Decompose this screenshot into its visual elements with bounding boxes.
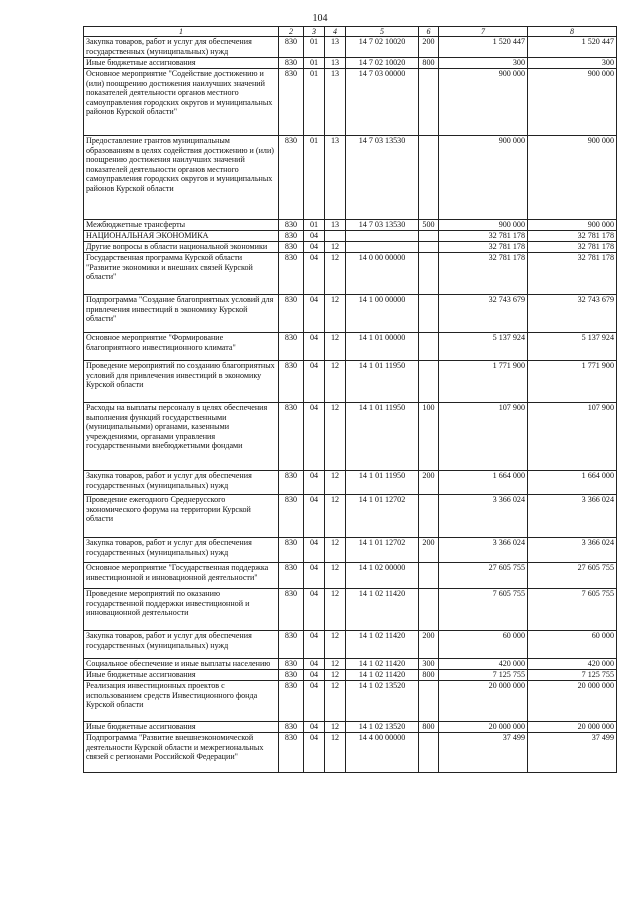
row-name: Закупка товаров, работ и услуг для обеспечения государственных (муниципальных) нужд	[84, 631, 279, 659]
row-section-code: 01	[304, 136, 325, 220]
row-target-article-code: 14 1 02 11420	[346, 589, 419, 631]
row-target-article-code: 14 7 03 13530	[346, 136, 419, 220]
row-target-article-code: 14 1 00 00000	[346, 295, 419, 333]
row-expense-type-code	[419, 495, 439, 538]
row-target-article-code: 14 1 01 11950	[346, 471, 419, 495]
column-number-row	[84, 27, 617, 37]
row-ministry-code: 830	[279, 538, 304, 563]
row-section-code: 04	[304, 361, 325, 403]
row-ministry-code: 830	[279, 37, 304, 58]
column-number: 5	[346, 27, 419, 37]
row-name: Подпрограмма "Развитие внешнеэкономической деятельности Курской области и межрегиональных связей с регионами Российской Федерации"	[84, 733, 279, 773]
row-name: Закупка товаров, работ и услуг для обеспечения государственных (муниципальных) нужд	[84, 37, 279, 58]
table-row	[84, 69, 617, 136]
row-target-article-code: 14 0 00 00000	[346, 253, 419, 295]
row-name: Проведение мероприятий по оказанию государственной поддержки инвестиционной и инновационной деятельности	[84, 589, 279, 631]
row-target-article-code: 14 7 03 13530	[346, 220, 419, 231]
row-target-article-code: 14 1 01 11950	[346, 361, 419, 403]
row-amount-1: 20 000 000	[439, 722, 528, 733]
row-name: Государственная программа Курской области "Развитие экономики и внешних связей Курской области"	[84, 253, 279, 295]
row-amount-1: 32 743 679	[439, 295, 528, 333]
row-expense-type-code: 200	[419, 37, 439, 58]
row-subsection-code: 12	[325, 681, 346, 722]
row-subsection-code: 12	[325, 589, 346, 631]
row-expense-type-code: 200	[419, 471, 439, 495]
row-amount-1: 32 781 178	[439, 253, 528, 295]
row-expense-type-code	[419, 563, 439, 589]
table-row	[84, 471, 617, 495]
row-amount-2: 32 743 679	[528, 295, 617, 333]
row-ministry-code: 830	[279, 136, 304, 220]
row-expense-type-code	[419, 295, 439, 333]
column-number: 2	[279, 27, 304, 37]
row-section-code: 04	[304, 631, 325, 659]
table-row	[84, 538, 617, 563]
row-name: Реализация инвестиционных проектов с использованием средств Инвестиционного фонда Курской области	[84, 681, 279, 722]
table-row	[84, 295, 617, 333]
row-subsection-code: 12	[325, 253, 346, 295]
row-subsection-code: 12	[325, 242, 346, 253]
row-name: Другие вопросы в области национальной экономики	[84, 242, 279, 253]
row-amount-1: 107 900	[439, 403, 528, 471]
row-section-code: 04	[304, 659, 325, 670]
row-target-article-code: 14 4 00 00000	[346, 733, 419, 773]
row-amount-2: 1 771 900	[528, 361, 617, 403]
table-row	[84, 37, 617, 58]
row-target-article-code: 14 1 02 11420	[346, 659, 419, 670]
row-ministry-code: 830	[279, 403, 304, 471]
table-row	[84, 231, 617, 242]
row-section-code: 04	[304, 681, 325, 722]
row-section-code: 04	[304, 538, 325, 563]
row-amount-1: 37 499	[439, 733, 528, 773]
row-subsection-code: 12	[325, 670, 346, 681]
row-amount-2: 3 366 024	[528, 538, 617, 563]
row-amount-2: 7 605 755	[528, 589, 617, 631]
row-expense-type-code: 500	[419, 220, 439, 231]
row-target-article-code: 14 1 01 00000	[346, 333, 419, 361]
row-name: Иные бюджетные ассигнования	[84, 670, 279, 681]
column-number: 1	[84, 27, 279, 37]
row-amount-2: 27 605 755	[528, 563, 617, 589]
column-number: 3	[304, 27, 325, 37]
row-subsection-code: 13	[325, 58, 346, 69]
row-amount-2: 900 000	[528, 69, 617, 136]
table-row	[84, 136, 617, 220]
row-expense-type-code	[419, 681, 439, 722]
row-amount-2: 5 137 924	[528, 333, 617, 361]
row-target-article-code: 14 1 01 12702	[346, 495, 419, 538]
row-section-code: 04	[304, 242, 325, 253]
row-expense-type-code: 200	[419, 538, 439, 563]
table-row	[84, 589, 617, 631]
row-section-code: 04	[304, 563, 325, 589]
row-target-article-code: 14 7 02 10020	[346, 37, 419, 58]
row-expense-type-code: 800	[419, 670, 439, 681]
row-target-article-code: 14 7 02 10020	[346, 58, 419, 69]
row-amount-1: 32 781 178	[439, 231, 528, 242]
row-subsection-code: 12	[325, 361, 346, 403]
row-subsection-code: 13	[325, 136, 346, 220]
row-amount-2: 32 781 178	[528, 231, 617, 242]
row-subsection-code: 12	[325, 659, 346, 670]
row-ministry-code: 830	[279, 589, 304, 631]
row-amount-2: 900 000	[528, 136, 617, 220]
row-ministry-code: 830	[279, 220, 304, 231]
row-amount-2: 900 000	[528, 220, 617, 231]
row-name: Подпрограмма "Создание благоприятных условий для привлечения инвестиций в экономику Курской области"	[84, 295, 279, 333]
row-amount-2: 32 781 178	[528, 253, 617, 295]
table-row	[84, 242, 617, 253]
row-target-article-code: 14 1 02 13520	[346, 681, 419, 722]
row-ministry-code: 830	[279, 361, 304, 403]
row-ministry-code: 830	[279, 670, 304, 681]
row-amount-2: 300	[528, 58, 617, 69]
row-amount-2: 1 520 447	[528, 37, 617, 58]
row-amount-2: 3 366 024	[528, 495, 617, 538]
row-subsection-code: 12	[325, 403, 346, 471]
row-ministry-code: 830	[279, 242, 304, 253]
row-amount-1: 1 664 000	[439, 471, 528, 495]
row-ministry-code: 830	[279, 631, 304, 659]
row-target-article-code	[346, 231, 419, 242]
row-expense-type-code	[419, 253, 439, 295]
row-ministry-code: 830	[279, 253, 304, 295]
column-number: 4	[325, 27, 346, 37]
row-expense-type-code	[419, 231, 439, 242]
row-section-code: 04	[304, 295, 325, 333]
row-target-article-code: 14 1 02 11420	[346, 670, 419, 681]
row-ministry-code: 830	[279, 471, 304, 495]
row-amount-2: 1 664 000	[528, 471, 617, 495]
row-ministry-code: 830	[279, 295, 304, 333]
row-subsection-code	[325, 231, 346, 242]
row-amount-1: 420 000	[439, 659, 528, 670]
row-expense-type-code	[419, 589, 439, 631]
row-expense-type-code: 300	[419, 659, 439, 670]
row-target-article-code	[346, 242, 419, 253]
row-name: Закупка товаров, работ и услуг для обеспечения государственных (муниципальных) нужд	[84, 538, 279, 563]
row-expense-type-code: 800	[419, 58, 439, 69]
row-expense-type-code: 200	[419, 631, 439, 659]
row-expense-type-code: 800	[419, 722, 439, 733]
row-name: Предоставление грантов муниципальным образованиям в целях содействия достижению и (или) поощрению достижения наилучших значений показателей деятельности органов местного самоуправления городских округов и муниципальных районов Курской области	[84, 136, 279, 220]
row-expense-type-code: 100	[419, 403, 439, 471]
row-subsection-code: 12	[325, 538, 346, 563]
row-subsection-code: 13	[325, 69, 346, 136]
row-ministry-code: 830	[279, 231, 304, 242]
budget-table-body	[84, 37, 617, 773]
row-amount-2: 420 000	[528, 659, 617, 670]
row-section-code: 04	[304, 253, 325, 295]
row-amount-1: 3 366 024	[439, 495, 528, 538]
row-ministry-code: 830	[279, 58, 304, 69]
row-name: Проведение мероприятий по созданию благоприятных условий для привлечения инвестиций в экономику Курской области	[84, 361, 279, 403]
row-amount-1: 7 125 755	[439, 670, 528, 681]
row-amount-1: 3 366 024	[439, 538, 528, 563]
row-section-code: 04	[304, 231, 325, 242]
table-row	[84, 659, 617, 670]
table-row	[84, 563, 617, 589]
row-amount-2: 32 781 178	[528, 242, 617, 253]
row-ministry-code: 830	[279, 733, 304, 773]
row-amount-1: 900 000	[439, 136, 528, 220]
row-amount-1: 5 137 924	[439, 333, 528, 361]
row-ministry-code: 830	[279, 722, 304, 733]
table-row	[84, 631, 617, 659]
table-row	[84, 670, 617, 681]
table-row	[84, 681, 617, 722]
row-name: НАЦИОНАЛЬНАЯ ЭКОНОМИКА	[84, 231, 279, 242]
row-amount-1: 900 000	[439, 69, 528, 136]
row-subsection-code: 12	[325, 631, 346, 659]
table-row	[84, 220, 617, 231]
row-target-article-code: 14 7 03 00000	[346, 69, 419, 136]
row-target-article-code: 14 1 01 11950	[346, 403, 419, 471]
row-name: Основное мероприятие "Формирование благоприятного инвестиционного климата"	[84, 333, 279, 361]
table-row	[84, 253, 617, 295]
row-ministry-code: 830	[279, 495, 304, 538]
row-ministry-code: 830	[279, 563, 304, 589]
row-name: Иные бюджетные ассигнования	[84, 722, 279, 733]
row-target-article-code: 14 1 02 11420	[346, 631, 419, 659]
row-target-article-code: 14 1 02 00000	[346, 563, 419, 589]
row-subsection-code: 12	[325, 722, 346, 733]
table-row	[84, 495, 617, 538]
row-expense-type-code	[419, 242, 439, 253]
row-amount-1: 7 605 755	[439, 589, 528, 631]
row-expense-type-code	[419, 333, 439, 361]
row-section-code: 04	[304, 589, 325, 631]
row-amount-2: 107 900	[528, 403, 617, 471]
row-subsection-code: 12	[325, 333, 346, 361]
column-number: 7	[439, 27, 528, 37]
row-amount-1: 1 771 900	[439, 361, 528, 403]
row-amount-2: 60 000	[528, 631, 617, 659]
row-amount-1: 27 605 755	[439, 563, 528, 589]
row-name: Расходы на выплаты персоналу в целях обеспечения выполнения функций государственными (муниципальными) органами, казенными учреждениями, органами управления государственными внебюджетными фондами	[84, 403, 279, 471]
row-section-code: 04	[304, 471, 325, 495]
row-section-code: 04	[304, 403, 325, 471]
row-ministry-code: 830	[279, 333, 304, 361]
row-amount-1: 1 520 447	[439, 37, 528, 58]
row-ministry-code: 830	[279, 69, 304, 136]
row-amount-2: 20 000 000	[528, 681, 617, 722]
row-subsection-code: 13	[325, 37, 346, 58]
row-name: Межбюджетные трансферты	[84, 220, 279, 231]
row-amount-2: 7 125 755	[528, 670, 617, 681]
row-amount-2: 37 499	[528, 733, 617, 773]
row-section-code: 04	[304, 495, 325, 538]
row-amount-1: 60 000	[439, 631, 528, 659]
row-section-code: 01	[304, 220, 325, 231]
row-name: Иные бюджетные ассигнования	[84, 58, 279, 69]
row-subsection-code: 12	[325, 295, 346, 333]
row-subsection-code: 12	[325, 563, 346, 589]
row-ministry-code: 830	[279, 659, 304, 670]
row-expense-type-code	[419, 361, 439, 403]
page-number: 104	[312, 13, 328, 24]
row-section-code: 01	[304, 37, 325, 58]
row-name: Социальное обеспечение и иные выплаты населению	[84, 659, 279, 670]
row-section-code: 04	[304, 670, 325, 681]
row-section-code: 01	[304, 69, 325, 136]
row-name: Основное мероприятие "Государственная поддержка инвестиционной и инновационной деятельности"	[84, 563, 279, 589]
row-amount-1: 900 000	[439, 220, 528, 231]
row-subsection-code: 12	[325, 495, 346, 538]
row-section-code: 01	[304, 58, 325, 69]
column-number: 8	[528, 27, 617, 37]
budget-table	[83, 26, 617, 773]
row-expense-type-code	[419, 69, 439, 136]
row-subsection-code: 13	[325, 220, 346, 231]
table-row	[84, 733, 617, 773]
table-row	[84, 333, 617, 361]
row-section-code: 04	[304, 333, 325, 361]
table-row	[84, 361, 617, 403]
table-row	[84, 58, 617, 69]
table-row	[84, 722, 617, 733]
row-amount-1: 300	[439, 58, 528, 69]
row-ministry-code: 830	[279, 681, 304, 722]
row-subsection-code: 12	[325, 733, 346, 773]
row-name: Закупка товаров, работ и услуг для обеспечения государственных (муниципальных) нужд	[84, 471, 279, 495]
row-amount-2: 20 000 000	[528, 722, 617, 733]
table-row	[84, 403, 617, 471]
row-section-code: 04	[304, 722, 325, 733]
row-name: Основное мероприятие "Содействие достижению и (или) поощрению достижения наилучших значений показателей деятельности органов местного самоуправления городских округов и муниципальных районов Курской области"	[84, 69, 279, 136]
row-subsection-code: 12	[325, 471, 346, 495]
column-number: 6	[419, 27, 439, 37]
row-target-article-code: 14 1 01 12702	[346, 538, 419, 563]
row-expense-type-code	[419, 733, 439, 773]
row-amount-1: 32 781 178	[439, 242, 528, 253]
row-name: Проведение ежегодного Среднерусского экономического форума на территории Курской области	[84, 495, 279, 538]
row-target-article-code: 14 1 02 13520	[346, 722, 419, 733]
row-expense-type-code	[419, 136, 439, 220]
row-amount-1: 20 000 000	[439, 681, 528, 722]
row-section-code: 04	[304, 733, 325, 773]
